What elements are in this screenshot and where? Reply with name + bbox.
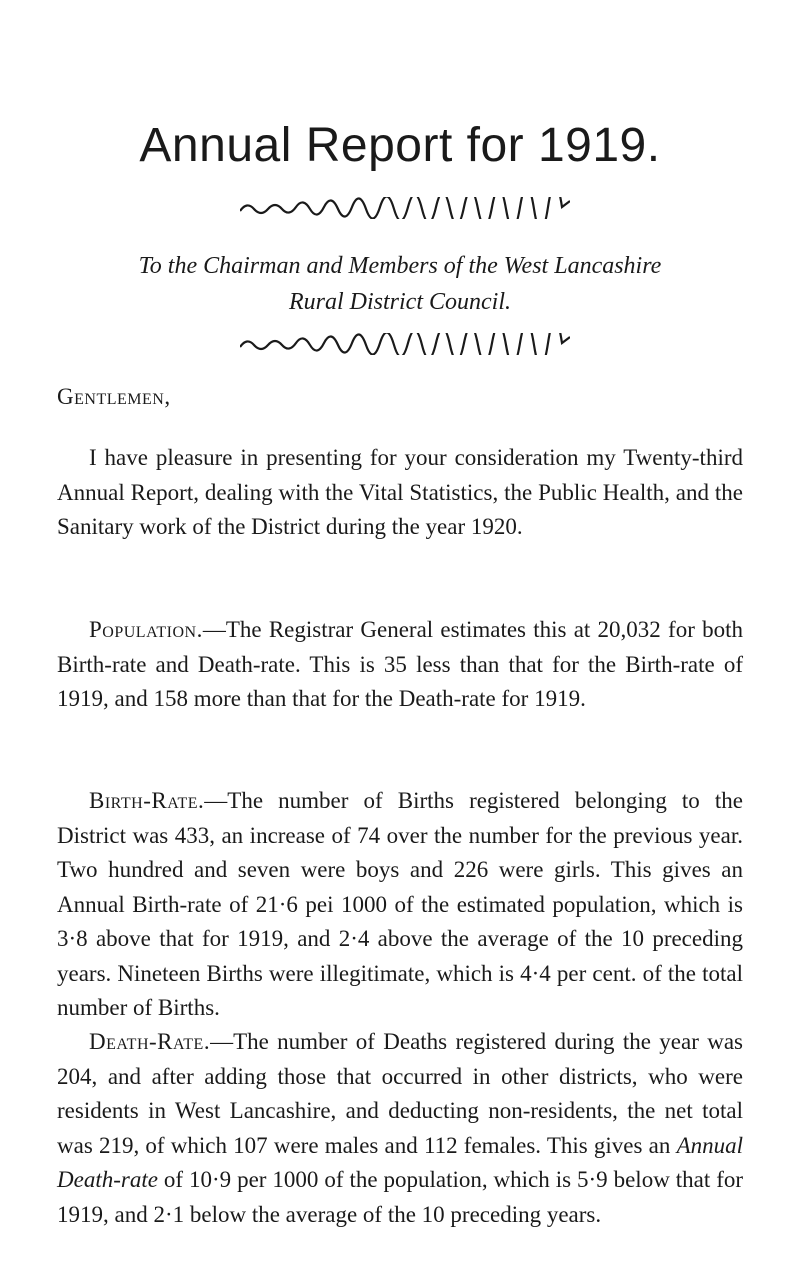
death-rate-text-after: of 10·9 per 1000 of the population, which is 5·9 below that for 1919, and 2·1 below the average of the 10 preceding years. <box>57 1167 744 1227</box>
population-paragraph <box>57 613 743 717</box>
wave-ornament-divider <box>240 197 570 219</box>
birth-rate-paragraph <box>57 784 743 1026</box>
death-rate-heading: Death-Rate. <box>89 1029 211 1054</box>
death-rate-paragraph <box>57 1025 743 1232</box>
death-rate-text-before: —The number of Deaths registered during the year was 204, and after adding those that occurred in other districts, who were residents in West Lancashire, and deducting non-residents, the net total was 219, of which 107 were males and 112 females. This gives an <box>57 1029 743 1158</box>
salutation: Gentlemen, <box>57 384 171 409</box>
wave-ornament-divider <box>240 333 570 355</box>
birth-rate-text: —The number of Births registered belonging to the District was 433, an increase of 74 over the number for the previous year. Two hundred and seven were boys and 226 were girls. This gives an Annual Birth-rate of 21·6 pei 1000 of the estimated population, which is 3·8 above that for 1919, and 2·4 above the average of the 10 preceding years. Nineteen Births were illegitimate, which is 4·4 per cent. of the total number of Births. <box>57 788 743 1020</box>
address-block <box>0 248 800 320</box>
intro-paragraph <box>57 441 743 545</box>
birth-rate-heading: Birth-Rate. <box>89 788 205 813</box>
death-rate-emphasis: Annual Death-rate <box>57 1132 744 1192</box>
population-heading: Population. <box>89 617 203 642</box>
population-text: —The Registrar General estimates this at 20,032 for both Birth-rate and Death-rate. This is 35 less than that for the Birth-rate of 1919, and 158 more than that for the Death-rate for 1919. <box>57 617 743 711</box>
address-line-1: To the Chairman and Members of the West Lancashire <box>138 253 662 279</box>
address-line-2: Rural District Council. <box>289 289 511 315</box>
page-title: Annual Report for 1919. <box>139 119 661 172</box>
intro-text: I have pleasure in presenting for your consideration my Twenty-third Annual Report, dealing with the Vital Statistics, the Public Health, and the Sanitary work of the District during the year 1920. <box>57 445 743 539</box>
